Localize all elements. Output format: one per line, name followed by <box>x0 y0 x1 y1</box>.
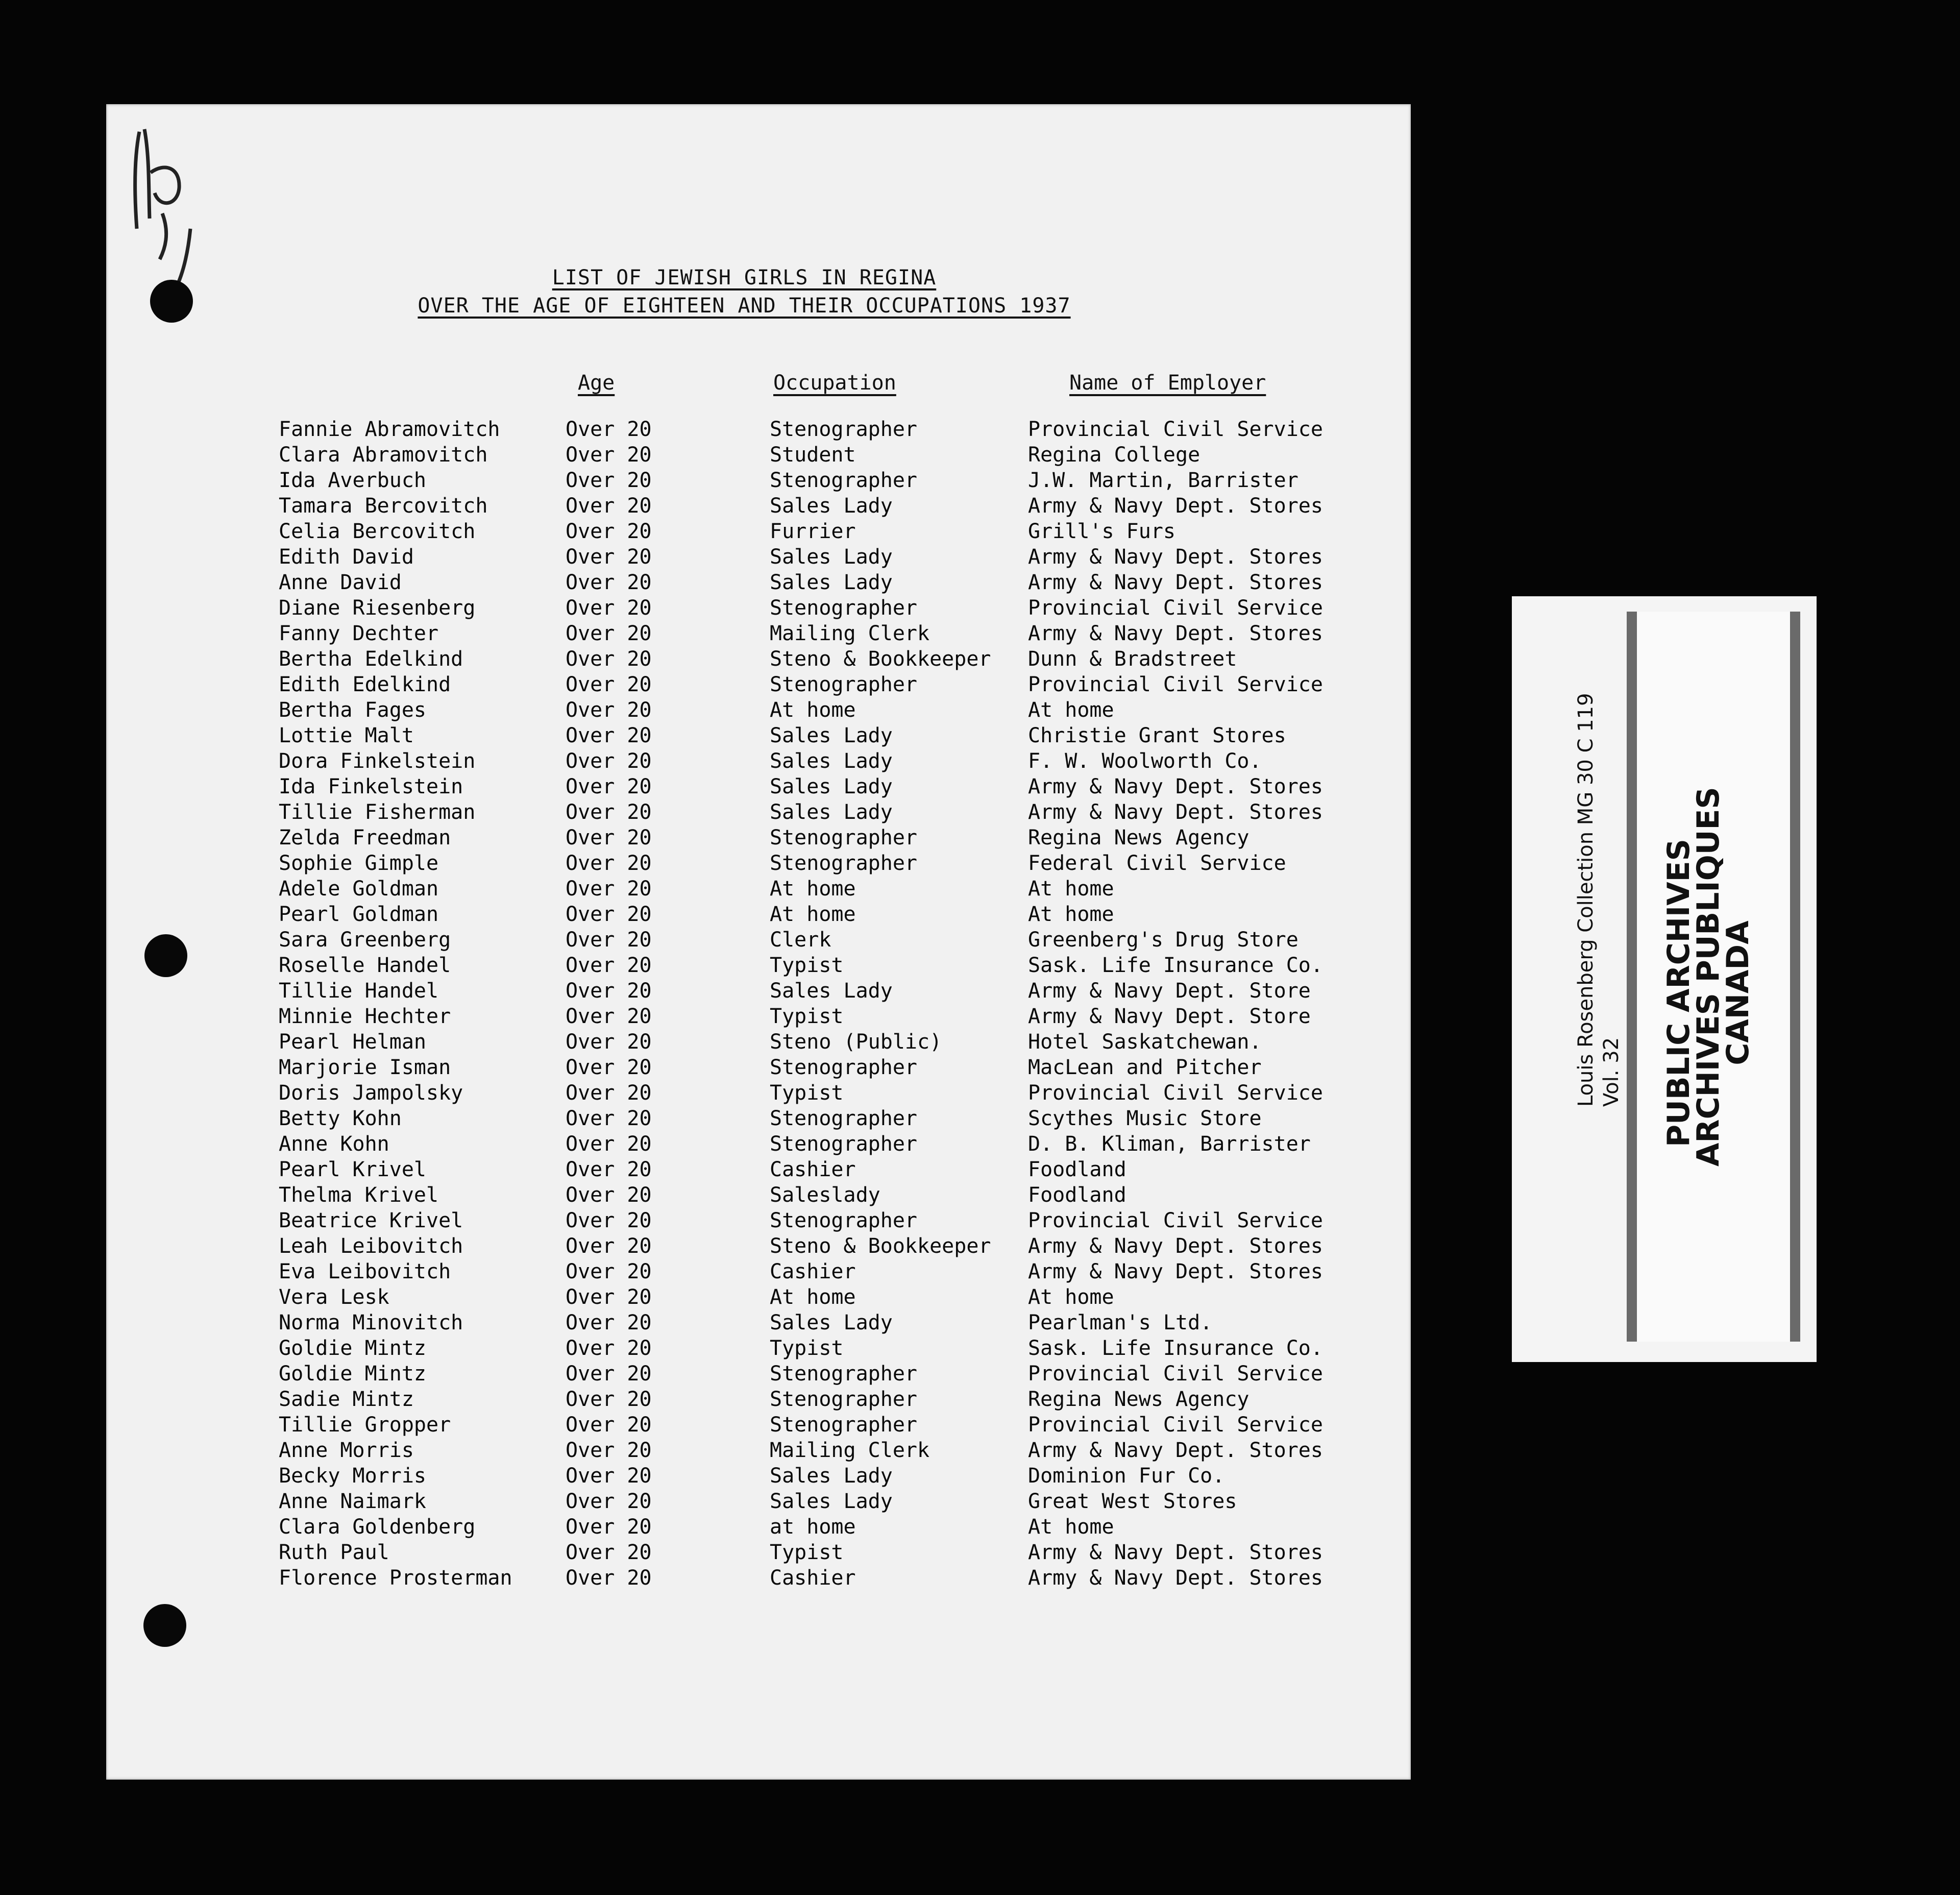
employer-cell: Pearlman's Ltd. <box>1028 1311 1213 1334</box>
employer-cell: Provincial Civil Service <box>1028 1362 1323 1386</box>
occupation-cell: Mailing Clerk <box>770 622 930 645</box>
employer-cell: Army & Navy Dept. Stores <box>1028 622 1323 645</box>
stamp-line-1: PUBLIC ARCHIVES <box>1661 839 1697 1147</box>
archive-label <box>1512 596 1817 1362</box>
age-cell: Over 20 <box>566 469 652 492</box>
age-cell: Over 20 <box>566 647 652 671</box>
table-row <box>106 1515 1411 1541</box>
occupation-cell: Clerk <box>770 928 831 952</box>
person-name: Norma Minovitch <box>279 1311 463 1334</box>
person-name: Roselle Handel <box>279 954 451 977</box>
occupation-cell: Stenographer <box>770 469 917 492</box>
occupation-cell: Sales Lady <box>770 1490 893 1513</box>
table-row <box>106 545 1411 571</box>
employer-cell: Provincial Civil Service <box>1028 1081 1323 1105</box>
table-row <box>106 1490 1411 1515</box>
volume-line: Vol. 32 <box>1600 1037 1623 1107</box>
age-cell: Over 20 <box>566 877 652 901</box>
employer-cell: Scythes Music Store <box>1028 1107 1262 1130</box>
table-row <box>106 1413 1411 1439</box>
person-name: Marjorie Isman <box>279 1056 451 1079</box>
employer-cell: Great West Stores <box>1028 1490 1237 1513</box>
age-cell: Over 20 <box>566 596 652 620</box>
age-cell: Over 20 <box>566 1413 652 1437</box>
person-name: Diane Riesenberg <box>279 596 476 620</box>
age-cell: Over 20 <box>566 903 652 926</box>
collection-line: Louis Rosenberg Collection MG 30 C 119 <box>1574 693 1598 1107</box>
age-cell: Over 20 <box>566 1030 652 1054</box>
age-cell: Over 20 <box>566 1158 652 1181</box>
table-row <box>106 469 1411 494</box>
occupation-cell: Saleslady <box>770 1183 880 1207</box>
person-name: Anne Naimark <box>279 1490 426 1513</box>
table-row <box>106 622 1411 647</box>
employer-cell: Provincial Civil Service <box>1028 596 1323 620</box>
table-row <box>106 1566 1411 1592</box>
table-row <box>106 979 1411 1005</box>
person-name: Pearl Krivel <box>279 1158 426 1181</box>
age-cell: Over 20 <box>566 1183 652 1207</box>
age-cell: Over 20 <box>566 1515 652 1539</box>
table-row <box>106 1362 1411 1388</box>
age-cell: Over 20 <box>566 698 652 722</box>
table-row <box>106 1107 1411 1132</box>
person-name: Anne David <box>279 571 402 594</box>
employer-cell: Dominion Fur Co. <box>1028 1464 1225 1488</box>
employer-cell: Regina College <box>1028 443 1200 467</box>
person-name: Goldie Mintz <box>279 1337 426 1360</box>
person-name: Beatrice Krivel <box>279 1209 463 1232</box>
table-row <box>106 852 1411 877</box>
employer-cell: Army & Navy Dept. Stores <box>1028 800 1323 824</box>
person-name: Betty Kohn <box>279 1107 402 1130</box>
person-name: Fannie Abramovitch <box>279 418 500 441</box>
occupation-cell: Sales Lady <box>770 979 893 1003</box>
table-row <box>106 903 1411 928</box>
occupation-cell: Sales Lady <box>770 1311 893 1334</box>
employer-cell: F. W. Woolworth Co. <box>1028 749 1262 773</box>
employer-cell: Army & Navy Dept. Store <box>1028 979 1311 1003</box>
table-row <box>106 418 1411 443</box>
table-row <box>106 877 1411 903</box>
person-name: Tillie Gropper <box>279 1413 451 1437</box>
person-name: Anne Kohn <box>279 1132 389 1156</box>
table-row <box>106 1311 1411 1337</box>
occupation-cell: Sales Lady <box>770 749 893 773</box>
punch-hole-bottom <box>143 1604 186 1647</box>
person-name: Sara Greenberg <box>279 928 451 952</box>
person-name: Zelda Freedman <box>279 826 451 849</box>
employer-cell: Army & Navy Dept. Stores <box>1028 494 1323 518</box>
age-cell: Over 20 <box>566 1107 652 1130</box>
occupation-cell: Mailing Clerk <box>770 1439 930 1462</box>
person-name: Minnie Hechter <box>279 1005 451 1028</box>
age-cell: Over 20 <box>566 1490 652 1513</box>
table-row <box>106 1541 1411 1566</box>
table-row <box>106 826 1411 852</box>
employer-cell: Provincial Civil Service <box>1028 418 1323 441</box>
occupation-cell: Sales Lady <box>770 494 893 518</box>
employer-cell: Army & Navy Dept. Stores <box>1028 1234 1323 1258</box>
person-name: Pearl Helman <box>279 1030 426 1054</box>
person-name: Becky Morris <box>279 1464 426 1488</box>
age-cell: Over 20 <box>566 1234 652 1258</box>
age-cell: Over 20 <box>566 979 652 1003</box>
table-row <box>106 1439 1411 1464</box>
table-row <box>106 1005 1411 1030</box>
age-cell: Over 20 <box>566 724 652 747</box>
age-cell: Over 20 <box>566 1439 652 1462</box>
person-name: Bertha Edelkind <box>279 647 463 671</box>
occupation-cell: Stenographer <box>770 596 917 620</box>
employer-cell: At home <box>1028 1515 1114 1539</box>
employer-cell: Provincial Civil Service <box>1028 673 1323 696</box>
table-row <box>106 673 1411 698</box>
person-name: Sophie Gimple <box>279 852 439 875</box>
person-name: Dora Finkelstein <box>279 749 476 773</box>
age-cell: Over 20 <box>566 1362 652 1386</box>
employment-table <box>106 418 1411 1592</box>
occupation-cell: Sales Lady <box>770 545 893 569</box>
age-cell: Over 20 <box>566 443 652 467</box>
stamp-line-3: CANADA <box>1720 920 1756 1065</box>
occupation-cell: Cashier <box>770 1260 856 1283</box>
occupation-cell: Sales Lady <box>770 724 893 747</box>
occupation-cell: At home <box>770 903 856 926</box>
age-cell: Over 20 <box>566 954 652 977</box>
age-cell: Over 20 <box>566 673 652 696</box>
collection-reference <box>1573 693 1624 1107</box>
person-name: Bertha Fages <box>279 698 426 722</box>
occupation-cell: Stenographer <box>770 852 917 875</box>
person-name: Thelma Krivel <box>279 1183 439 1207</box>
table-row <box>106 698 1411 724</box>
occupation-cell: Sales Lady <box>770 800 893 824</box>
age-cell: Over 20 <box>566 852 652 875</box>
person-name: Tamara Bercovitch <box>279 494 488 518</box>
occupation-cell: Steno & Bookkeeper <box>770 647 991 671</box>
occupation-cell: Stenographer <box>770 673 917 696</box>
table-row <box>106 1388 1411 1413</box>
occupation-cell: Stenographer <box>770 418 917 441</box>
age-cell: Over 20 <box>566 622 652 645</box>
person-name: Anne Morris <box>279 1439 414 1462</box>
employer-cell: Provincial Civil Service <box>1028 1413 1323 1437</box>
occupation-cell: Typist <box>770 1541 844 1564</box>
occupation-cell: Steno (Public) <box>770 1030 942 1054</box>
person-name: Clara Abramovitch <box>279 443 488 467</box>
table-row <box>106 443 1411 469</box>
employer-cell: Greenberg's Drug Store <box>1028 928 1298 952</box>
age-cell: Over 20 <box>566 1260 652 1283</box>
employer-cell: At home <box>1028 877 1114 901</box>
age-cell: Over 20 <box>566 494 652 518</box>
table-row <box>106 1260 1411 1285</box>
employer-cell: Regina News Agency <box>1028 826 1250 849</box>
person-name: Celia Bercovitch <box>279 520 476 543</box>
employer-cell: Federal Civil Service <box>1028 852 1286 875</box>
occupation-cell: Student <box>770 443 856 467</box>
employer-cell: Army & Navy Dept. Stores <box>1028 1439 1323 1462</box>
occupation-cell: Sales Lady <box>770 571 893 594</box>
employer-cell: Christie Grant Stores <box>1028 724 1286 747</box>
age-cell: Over 20 <box>566 800 652 824</box>
person-name: Pearl Goldman <box>279 903 439 926</box>
employer-cell: Hotel Saskatchewan. <box>1028 1030 1262 1054</box>
age-cell: Over 20 <box>566 1541 652 1564</box>
age-cell: Over 20 <box>566 1311 652 1334</box>
person-name: Adele Goldman <box>279 877 439 901</box>
employer-cell: Army & Navy Dept. Stores <box>1028 775 1323 798</box>
table-row <box>106 775 1411 800</box>
employer-cell: Army & Navy Dept. Stores <box>1028 1541 1323 1564</box>
table-row <box>106 647 1411 673</box>
occupation-cell: Typist <box>770 1081 844 1105</box>
person-name: Edith Edelkind <box>279 673 451 696</box>
person-name: Goldie Mintz <box>279 1362 426 1386</box>
person-name: Leah Leibovitch <box>279 1234 463 1258</box>
table-row <box>106 800 1411 826</box>
person-name: Clara Goldenberg <box>279 1515 476 1539</box>
occupation-cell: Typist <box>770 1337 844 1360</box>
age-cell: Over 20 <box>566 520 652 543</box>
occupation-cell: Stenographer <box>770 1388 917 1411</box>
person-name: Fanny Dechter <box>279 622 439 645</box>
employer-cell: Foodland <box>1028 1158 1126 1181</box>
document-subtitle: OVER THE AGE OF EIGHTEEN AND THEIR OCCUPATIONS 1937 <box>418 294 1071 318</box>
person-name: Florence Prosterman <box>279 1566 512 1590</box>
table-row <box>106 1337 1411 1362</box>
age-cell: Over 20 <box>566 1132 652 1156</box>
employer-cell: Army & Navy Dept. Store <box>1028 1005 1311 1028</box>
occupation-cell: Sales Lady <box>770 1464 893 1488</box>
occupation-cell: Sales Lady <box>770 775 893 798</box>
table-row <box>106 1285 1411 1311</box>
age-cell: Over 20 <box>566 1056 652 1079</box>
occupation-cell: Stenographer <box>770 1209 917 1232</box>
age-cell: Over 20 <box>566 928 652 952</box>
person-name: Tillie Fisherman <box>279 800 476 824</box>
stamp-line-2: ARCHIVES PUBLIQUES <box>1690 787 1726 1167</box>
handwritten-mark <box>119 111 206 295</box>
age-cell: Over 20 <box>566 418 652 441</box>
table-row <box>106 749 1411 775</box>
employer-cell: Army & Navy Dept. Stores <box>1028 1566 1323 1590</box>
age-cell: Over 20 <box>566 1388 652 1411</box>
header-occupation: Occupation <box>773 371 896 395</box>
person-name: Sadie Mintz <box>279 1388 414 1411</box>
archive-stamp <box>1661 787 1756 1167</box>
occupation-cell: At home <box>770 1285 856 1309</box>
table-row <box>106 1081 1411 1107</box>
age-cell: Over 20 <box>566 749 652 773</box>
occupation-cell: at home <box>770 1515 856 1539</box>
age-cell: Over 20 <box>566 1566 652 1590</box>
table-row <box>106 1234 1411 1260</box>
table-row <box>106 1030 1411 1056</box>
employer-cell: At home <box>1028 903 1114 926</box>
occupation-cell: Stenographer <box>770 1362 917 1386</box>
employer-cell: J.W. Martin, Barrister <box>1028 469 1298 492</box>
occupation-cell: Stenographer <box>770 1056 917 1079</box>
employer-cell: D. B. Kliman, Barrister <box>1028 1132 1311 1156</box>
occupation-cell: Stenographer <box>770 1107 917 1130</box>
person-name: Ida Finkelstein <box>279 775 463 798</box>
table-row <box>106 1158 1411 1183</box>
table-row <box>106 954 1411 979</box>
employer-cell: Regina News Agency <box>1028 1388 1250 1411</box>
age-cell: Over 20 <box>566 1081 652 1105</box>
employer-cell: Foodland <box>1028 1183 1126 1207</box>
employer-cell: At home <box>1028 698 1114 722</box>
employer-cell: Grill's Furs <box>1028 520 1175 543</box>
person-name: Vera Lesk <box>279 1285 389 1309</box>
person-name: Eva Leibovitch <box>279 1260 451 1283</box>
table-row <box>106 596 1411 622</box>
table-row <box>106 928 1411 954</box>
table-row <box>106 724 1411 749</box>
person-name: Ruth Paul <box>279 1541 389 1564</box>
employer-cell: Provincial Civil Service <box>1028 1209 1323 1232</box>
document-title: LIST OF JEWISH GIRLS IN REGINA <box>552 266 937 289</box>
person-name: Ida Averbuch <box>279 469 426 492</box>
occupation-cell: Typist <box>770 954 844 977</box>
person-name: Lottie Malt <box>279 724 414 747</box>
employer-cell: At home <box>1028 1285 1114 1309</box>
occupation-cell: Cashier <box>770 1158 856 1181</box>
employer-cell: Dunn & Bradstreet <box>1028 647 1237 671</box>
person-name: Doris Jampolsky <box>279 1081 463 1105</box>
age-cell: Over 20 <box>566 545 652 569</box>
employer-cell: Sask. Life Insurance Co. <box>1028 1337 1323 1360</box>
person-name: Tillie Handel <box>279 979 439 1003</box>
age-cell: Over 20 <box>566 1337 652 1360</box>
table-row <box>106 1132 1411 1158</box>
table-row <box>106 494 1411 520</box>
table-row <box>106 520 1411 545</box>
employer-cell: MacLean and Pitcher <box>1028 1056 1262 1079</box>
age-cell: Over 20 <box>566 826 652 849</box>
header-employer: Name of Employer <box>1069 371 1266 395</box>
employer-cell: Army & Navy Dept. Stores <box>1028 545 1323 569</box>
employer-cell: Army & Navy Dept. Stores <box>1028 1260 1323 1283</box>
age-cell: Over 20 <box>566 1209 652 1232</box>
age-cell: Over 20 <box>566 1285 652 1309</box>
occupation-cell: At home <box>770 877 856 901</box>
age-cell: Over 20 <box>566 775 652 798</box>
age-cell: Over 20 <box>566 1005 652 1028</box>
person-name: Edith David <box>279 545 414 569</box>
table-row <box>106 1464 1411 1490</box>
age-cell: Over 20 <box>566 571 652 594</box>
table-row <box>106 1056 1411 1081</box>
occupation-cell: Stenographer <box>770 1132 917 1156</box>
document-page <box>106 104 1411 1780</box>
punch-hole-top <box>150 280 193 323</box>
occupation-cell: Furrier <box>770 520 856 543</box>
header-age: Age <box>578 371 615 395</box>
table-row <box>106 1209 1411 1234</box>
table-row <box>106 1183 1411 1209</box>
employer-cell: Army & Navy Dept. Stores <box>1028 571 1323 594</box>
occupation-cell: Cashier <box>770 1566 856 1590</box>
occupation-cell: Typist <box>770 1005 844 1028</box>
occupation-cell: Steno & Bookkeeper <box>770 1234 991 1258</box>
age-cell: Over 20 <box>566 1464 652 1488</box>
occupation-cell: Stenographer <box>770 1413 917 1437</box>
occupation-cell: Stenographer <box>770 826 917 849</box>
employer-cell: Sask. Life Insurance Co. <box>1028 954 1323 977</box>
table-row <box>106 571 1411 596</box>
occupation-cell: At home <box>770 698 856 722</box>
